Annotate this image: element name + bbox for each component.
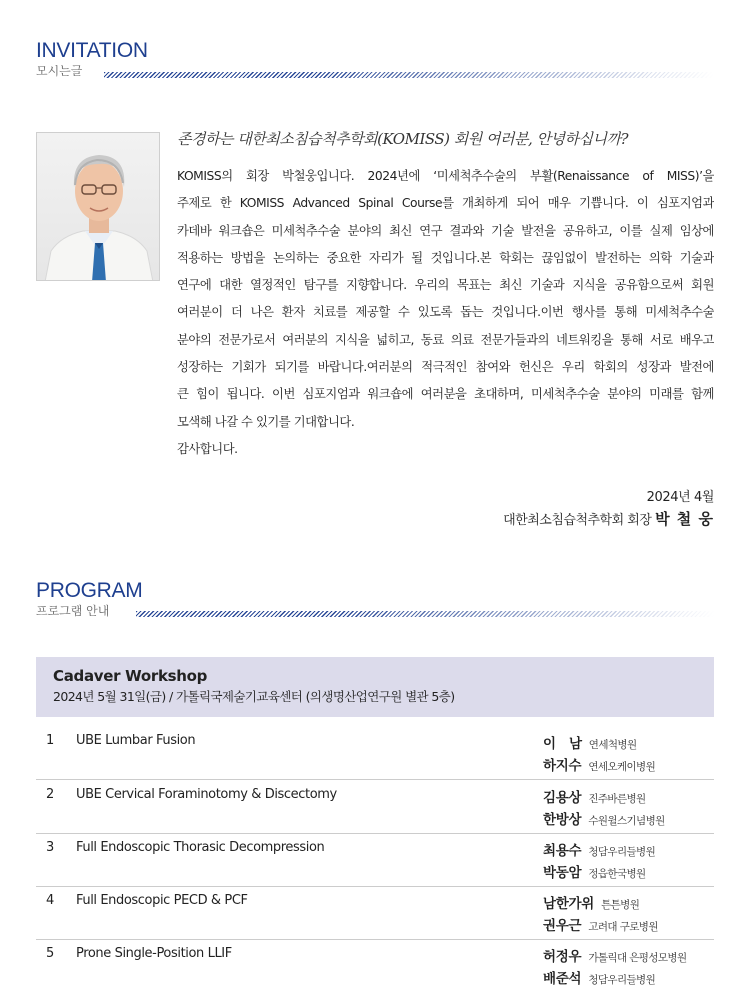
workshop-header xyxy=(36,657,714,717)
program-row xyxy=(36,887,714,940)
row-topic: UBE Cervical Foraminotomy & Discectomy xyxy=(76,787,337,802)
row-topic: Full Endoscopic PECD & PCF xyxy=(76,893,248,908)
letter-line: 카데바 워크숍은 미세척추수술 분야의 최신 연구 결과와 기술 발전을 공유하고, 이를 실제 임상에 xyxy=(177,223,714,238)
program-row xyxy=(36,781,714,834)
signature-name: 박 철 웅 xyxy=(655,510,714,528)
invitation-subtitle: 모시는글 xyxy=(36,64,83,78)
letter-line: 분야의 전문가로서 여러분의 지식을 넓히고, 동료 의료 전문가들과의 네트워킹을 통해 서로 배우고 xyxy=(177,332,714,347)
letter-greeting: 존경하는 대한최소침습척추학회(KOMISS) 회원 여러분, 안녕하십니까? xyxy=(177,130,629,148)
speaker-hospital: 정읍한국병원 xyxy=(588,868,646,880)
speaker-hospital: 가톨릭대 은평성모병원 xyxy=(588,952,687,964)
speaker-name: 이 남 xyxy=(543,736,582,752)
speaker-name: 허정우 xyxy=(543,949,582,965)
row-number: 3 xyxy=(46,840,55,855)
letter-line: 적용하는 방법을 논의하는 중요한 자리가 될 것입니다.본 학회는 끊임없이 발전하는 의학 기술과 xyxy=(177,250,714,265)
program-heading xyxy=(36,580,142,619)
president-photo xyxy=(36,132,160,281)
portrait-image xyxy=(37,133,160,281)
speaker-name: 한방상 xyxy=(543,812,582,828)
workshop-title: Cadaver Workshop xyxy=(53,667,208,685)
speaker xyxy=(543,733,655,755)
letter-signature xyxy=(503,508,714,529)
speaker-name: 권우근 xyxy=(543,918,582,934)
speaker xyxy=(543,840,655,862)
speaker xyxy=(543,809,665,831)
row-topic: UBE Lumbar Fusion xyxy=(76,733,196,748)
row-topic: Prone Single-Position LLIF xyxy=(76,946,232,961)
program-title: PROGRAM xyxy=(36,579,143,602)
invitation-divider xyxy=(104,72,714,78)
speaker xyxy=(543,755,655,777)
speaker-hospital: 청담우리들병원 xyxy=(588,846,656,858)
speaker-hospital: 고려대 구로병원 xyxy=(588,921,658,933)
speaker-name: 김용상 xyxy=(543,790,582,806)
speaker xyxy=(543,862,655,884)
speaker-hospital: 튼튼병원 xyxy=(601,899,640,911)
letter-line: 여러분이 더 나은 환자 치료를 제공할 수 있도록 돕는 것입니다.이번 행사를 통해 미세척추수술 xyxy=(177,305,714,320)
row-topic: Full Endoscopic Thorasic Decompression xyxy=(76,840,325,855)
letter-line: KOMISS의 회장 박철웅입니다. 2024년에 ‘미세척추수술의 부활(Renaissance of MISS)’을 xyxy=(177,169,714,183)
letter-body xyxy=(177,163,714,463)
speaker xyxy=(543,915,658,937)
program-row xyxy=(36,940,714,993)
speaker-hospital: 수원윌스기념병원 xyxy=(588,815,665,827)
letter-line: 연구에 대한 열정적인 탐구를 지향합니다. 우리의 목표는 최신 기술과 지식을 공유함으로써 회원 xyxy=(177,278,714,293)
row-speakers xyxy=(543,893,658,937)
row-speakers xyxy=(543,840,655,884)
program-divider xyxy=(136,611,714,617)
letter-line: 성장하는 기회가 되기를 바랍니다.여러분의 적극적인 참여와 헌신은 우리 학회의 성장과 발전에 xyxy=(177,360,714,375)
speaker xyxy=(543,893,658,915)
speaker xyxy=(543,946,687,968)
program-row xyxy=(36,834,714,887)
speaker xyxy=(543,968,687,990)
letter-closing: 감사합니다. xyxy=(177,441,238,456)
speaker xyxy=(543,787,665,809)
row-number: 1 xyxy=(46,733,55,748)
row-number: 5 xyxy=(46,946,55,961)
speaker-name: 최용수 xyxy=(543,843,582,859)
speaker-hospital: 연세오케이병원 xyxy=(588,761,656,773)
speaker-name: 남한가위 xyxy=(543,896,594,912)
row-speakers xyxy=(543,946,687,990)
speaker-name: 하지수 xyxy=(543,758,582,774)
speaker-hospital: 연세척병원 xyxy=(588,739,637,751)
speaker-hospital: 청담우리들병원 xyxy=(588,974,656,986)
row-number: 2 xyxy=(46,787,55,802)
speaker-name: 배준석 xyxy=(543,971,582,987)
letter-line: 큰 힘이 됩니다. 이번 심포지엄과 워크숍에 여러분을 초대하며, 미세척추수술 분야의 미래를 함께 xyxy=(177,387,714,402)
letter-line: 모색해 나갈 수 있기를 기대합니다. xyxy=(177,414,355,429)
row-speakers xyxy=(543,733,655,777)
letter-line: 주제로 한 KOMISS Advanced Spinal Course를 개최하게 되어 매우 기쁩니다. 이 심포지엄과 xyxy=(177,196,714,211)
signature-org: 대한최소침습척추학회 회장 xyxy=(503,513,652,528)
workshop-date-venue: 2024년 5월 31일(금) / 가톨릭국제술기교육센터 (의생명산업연구원 별관 5층) xyxy=(53,689,455,704)
speaker-name: 박동암 xyxy=(543,865,582,881)
invitation-title: INVITATION xyxy=(36,39,148,62)
letter-date: 2024년 4월 xyxy=(646,490,714,505)
row-number: 4 xyxy=(46,893,55,908)
program-subtitle: 프로그램 안내 xyxy=(36,604,110,618)
speaker-hospital: 진주바른병원 xyxy=(588,793,646,805)
row-speakers xyxy=(543,787,665,831)
program-row xyxy=(36,727,714,780)
